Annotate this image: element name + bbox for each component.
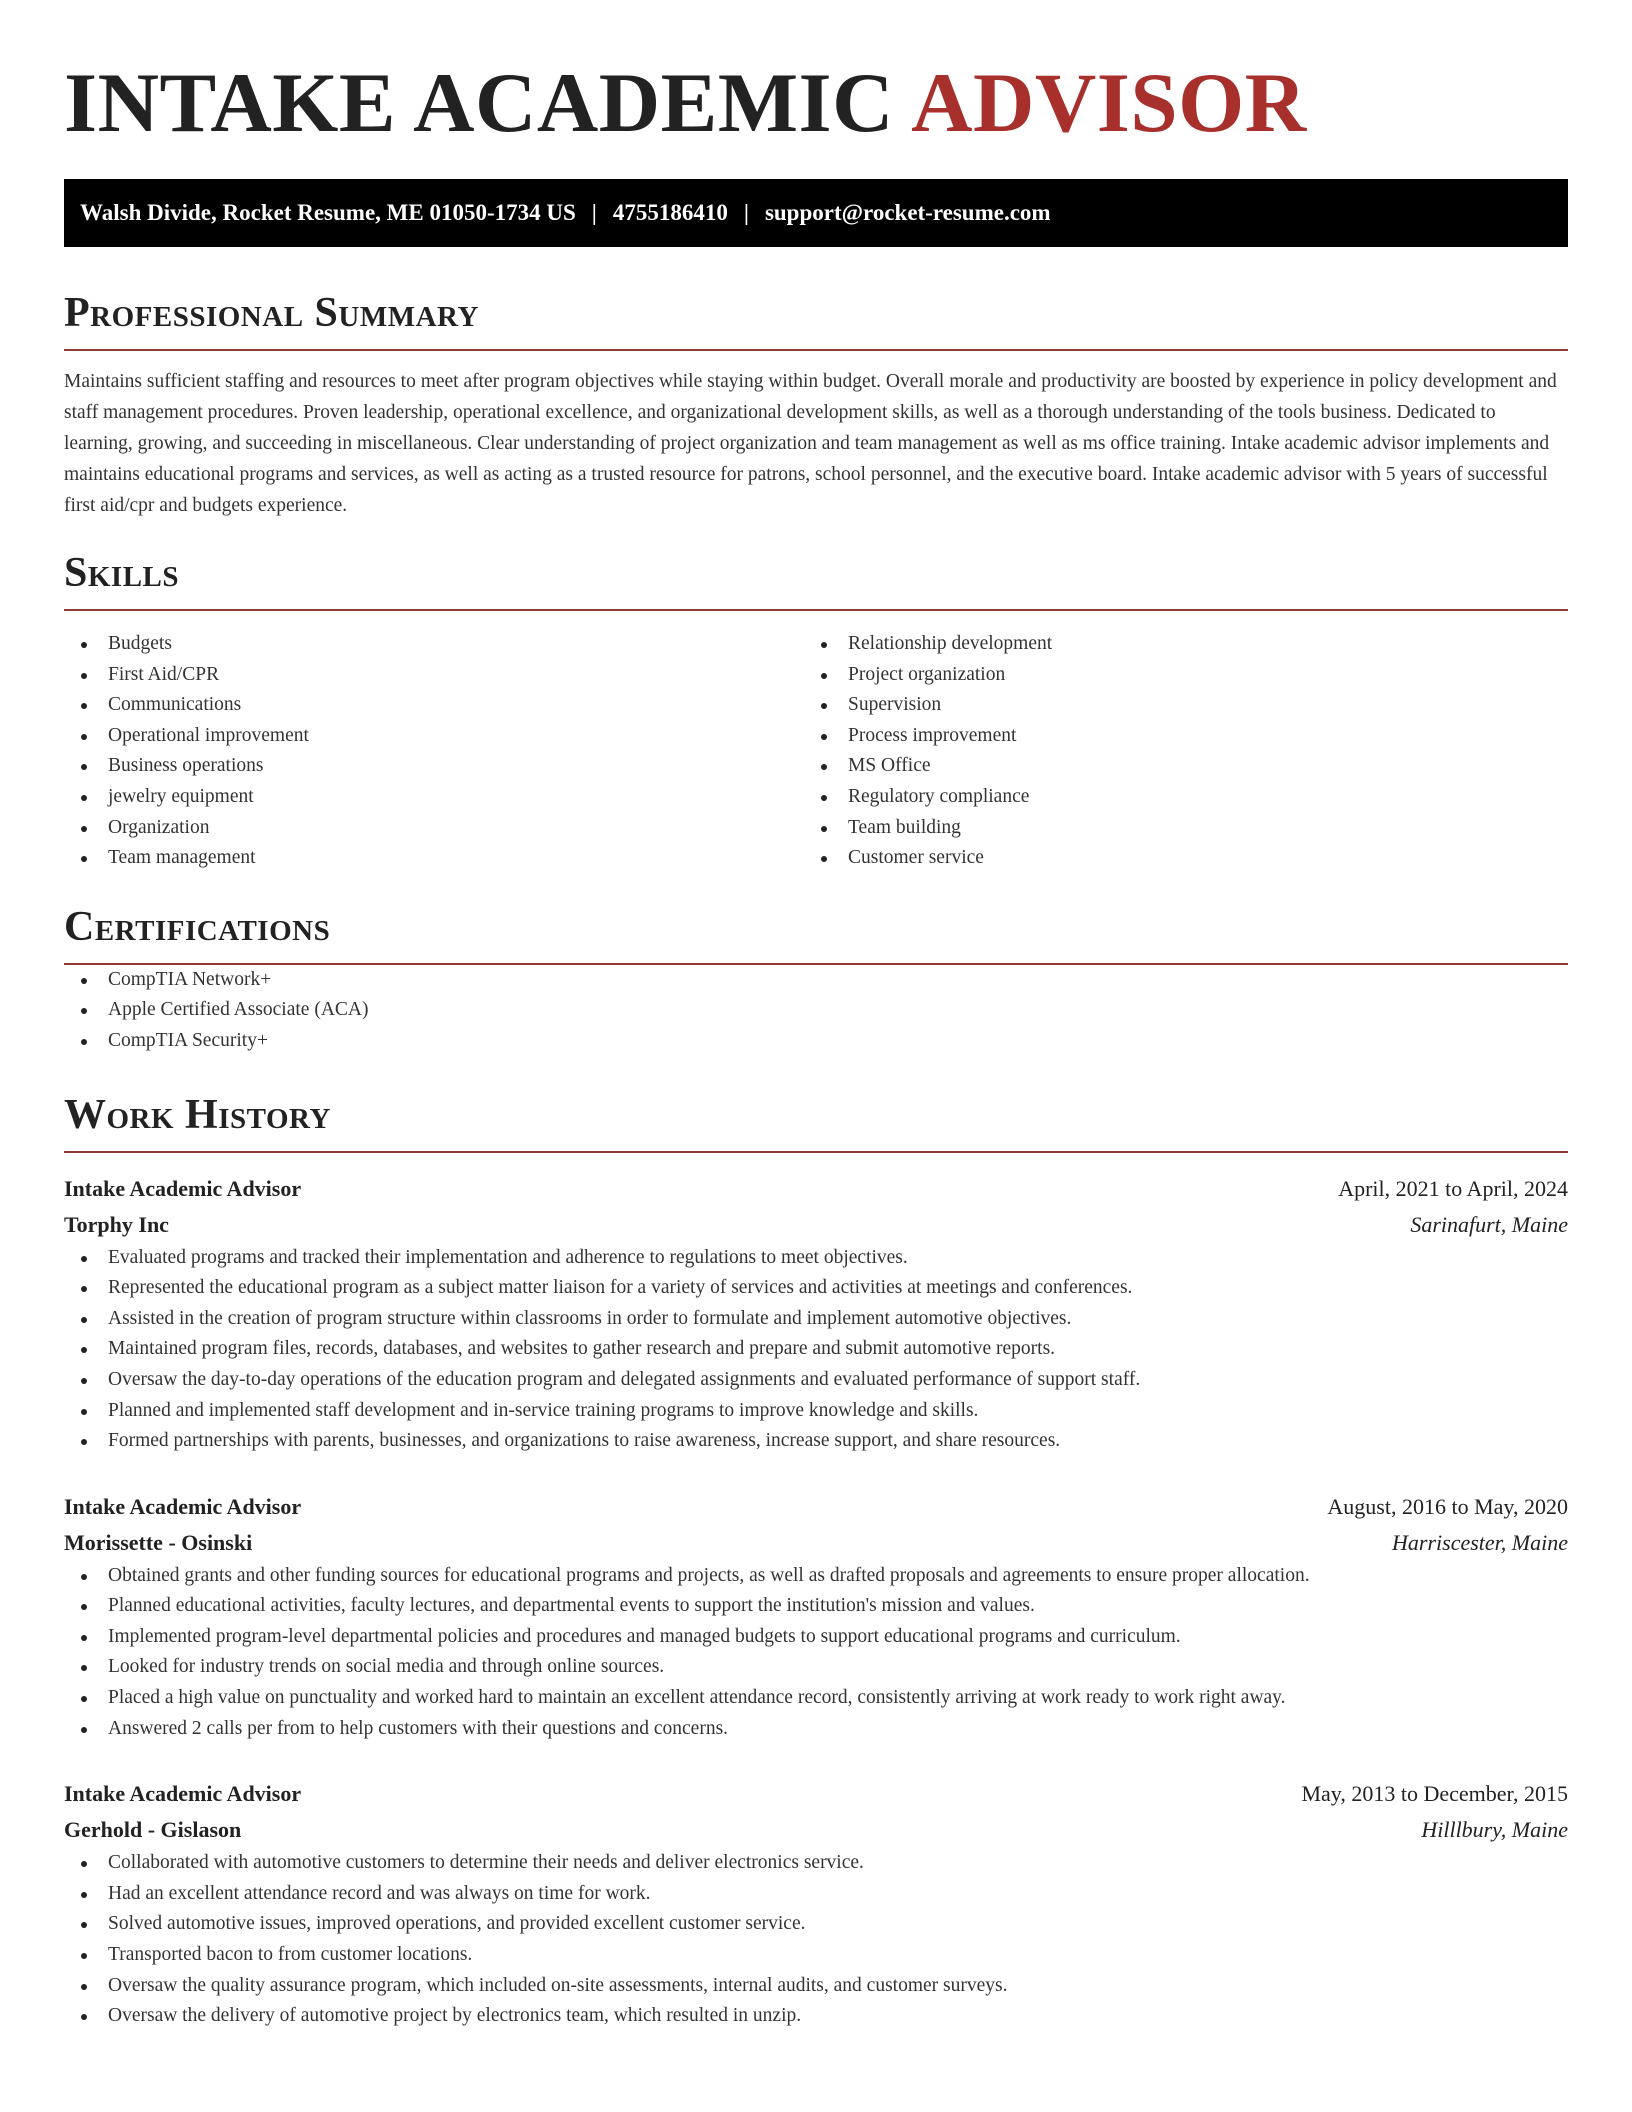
certification-item: Apple Certified Associate (ACA) [64, 995, 1568, 1026]
skill-item: Operational improvement [64, 721, 804, 752]
skills-list-right [804, 629, 1544, 874]
job-title: Intake Academic Advisor [64, 1781, 302, 1807]
job-bullet: Oversaw the delivery of automotive project by electronics team, which resulted in unzip. [64, 2001, 1568, 2032]
job-list [64, 1171, 1568, 2032]
job-bullet: Oversaw the day-to-day operations of the education program and delegated assignments and evaluated performance of support staff. [64, 1365, 1568, 1396]
skill-item: Organization [64, 813, 804, 844]
section-heading-certifications: Certifications [64, 903, 331, 950]
section-heading-skills: Skills [64, 550, 180, 596]
skill-item: Communications [64, 690, 804, 721]
contact-bar [64, 179, 1568, 247]
job-bullet: Had an excellent attendance record and was always on time for work. [64, 1879, 1568, 1910]
skill-item: Business operations [64, 751, 804, 782]
job-title: Intake Academic Advisor [64, 1493, 302, 1519]
skills-columns [64, 629, 1568, 874]
job-dates: August, 2016 to May, 2020 [1327, 1493, 1568, 1519]
job-company: Morissette - Osinski [64, 1529, 253, 1555]
job-entry [64, 1776, 1568, 2032]
job-subheader [64, 1812, 1568, 1848]
job-bullet: Placed a high value on punctuality and worked hard to maintain an excellent attendance record, consistently arriving at work ready to work right away. [64, 1683, 1568, 1714]
section-heading-work-history: Work History [64, 1091, 331, 1138]
summary-text: Maintains sufficient staffing and resources to meet after program objectives while staying within budget. Overall morale and productivity are boosted by experience in policy development and staff management procedures. Proven leadership, operational excellence, and organizational development skills, as well as a thorough understanding of the tools business. Dedicated to learning, growing, and succeeding in miscellaneous. Clear understanding of project organization and team management as well as ms office training. Intake academic advisor implements and maintains educational programs and services, as well as acting as a trusted resource for patrons, school personnel, and the executive board. Intake academic advisor with 5 years of successful first aid/cpr and budgets experience. [64, 371, 1557, 516]
job-bullets [64, 1243, 1568, 1457]
skill-item: Process improvement [804, 721, 1544, 752]
skills-column-left [64, 629, 804, 874]
job-bullets [64, 1848, 1568, 2032]
job-header [64, 1489, 1568, 1525]
job-bullet: Formed partnerships with parents, businesses, and organizations to raise awareness, increase support, and share resources. [64, 1426, 1568, 1457]
work-history-section [64, 1093, 1568, 2032]
title-main: INTAKE ACADEMIC [64, 56, 895, 150]
certifications-section [64, 905, 1568, 1057]
resume-title [64, 58, 1568, 148]
skills-list-left [64, 629, 804, 874]
skills-section [64, 551, 1568, 874]
job-subheader [64, 1207, 1568, 1243]
job-location: Harriscester, Maine [1392, 1529, 1568, 1555]
contact-separator: | [591, 200, 597, 225]
job-bullet: Transported bacon to from customer locations. [64, 1940, 1568, 1971]
job-header [64, 1776, 1568, 1812]
job-bullet: Evaluated programs and tracked their implementation and adherence to regulations to meet objectives. [64, 1243, 1568, 1274]
skill-item: First Aid/CPR [64, 660, 804, 691]
skill-item: Team management [64, 843, 804, 874]
skill-item: Project organization [804, 660, 1544, 691]
skill-item: MS Office [804, 751, 1544, 782]
skill-item: Budgets [64, 629, 804, 660]
job-title: Intake Academic Advisor [64, 1175, 302, 1201]
job-location: Sarinafurt, Maine [1410, 1211, 1568, 1237]
job-bullet: Assisted in the creation of program structure within classrooms in order to formulate and implement automotive objectives. [64, 1304, 1568, 1335]
job-bullet: Looked for industry trends on social media and through online sources. [64, 1652, 1568, 1683]
job-entry [64, 1489, 1568, 1745]
job-header [64, 1171, 1568, 1207]
skill-item: jewelry equipment [64, 782, 804, 813]
section-divider [64, 609, 1568, 611]
contact-address: Walsh Divide, Rocket Resume, ME 01050-1734 US [80, 200, 576, 225]
job-bullet: Represented the educational program as a subject matter liaison for a variety of services and activities at meetings and conferences. [64, 1273, 1568, 1304]
title-accent: ADVISOR [911, 56, 1307, 150]
skill-item: Regulatory compliance [804, 782, 1544, 813]
contact-email: support@rocket-resume.com [764, 200, 1051, 225]
skill-item: Team building [804, 813, 1544, 844]
skills-column-right [804, 629, 1544, 874]
job-bullet: Answered 2 calls per from to help customers with their questions and concerns. [64, 1714, 1568, 1745]
job-bullet: Planned educational activities, faculty lectures, and departmental events to support the institution's mission and values. [64, 1591, 1568, 1622]
job-subheader [64, 1525, 1568, 1561]
certification-item: CompTIA Security+ [64, 1026, 1568, 1057]
job-bullet: Implemented program-level departmental policies and procedures and managed budgets to support educational programs and curriculum. [64, 1622, 1568, 1653]
section-divider [64, 1151, 1568, 1153]
job-bullet: Planned and implemented staff development and in-service training programs to improve knowledge and skills. [64, 1396, 1568, 1427]
job-location: Hilllbury, Maine [1421, 1817, 1568, 1843]
job-company: Torphy Inc [64, 1211, 169, 1237]
job-bullet: Oversaw the quality assurance program, which included on-site assessments, internal audits, and customer surveys. [64, 1971, 1568, 2002]
job-bullet: Solved automotive issues, improved operations, and provided excellent customer service. [64, 1909, 1568, 1940]
job-bullets [64, 1561, 1568, 1745]
section-heading-summary: Professional Summary [64, 290, 479, 336]
job-bullet: Collaborated with automotive customers to determine their needs and deliver electronics service. [64, 1848, 1568, 1879]
contact-separator: | [743, 200, 749, 225]
job-bullet: Maintained program files, records, databases, and websites to gather research and prepare and submit automotive reports. [64, 1334, 1568, 1365]
summary-section [64, 291, 1568, 521]
skill-item: Supervision [804, 690, 1544, 721]
certifications-list [64, 965, 1568, 1057]
job-company: Gerhold - Gislason [64, 1817, 242, 1843]
job-dates: April, 2021 to April, 2024 [1338, 1175, 1568, 1201]
skill-item: Customer service [804, 843, 1544, 874]
certification-item: CompTIA Network+ [64, 965, 1568, 996]
job-dates: May, 2013 to December, 2015 [1301, 1781, 1568, 1807]
section-divider [64, 349, 1568, 351]
job-entry [64, 1171, 1568, 1457]
contact-phone: 4755186410 [612, 200, 728, 225]
skill-item: Relationship development [804, 629, 1544, 660]
job-bullet: Obtained grants and other funding sources for educational programs and projects, as well as drafted proposals and agreements to ensure proper allocation. [64, 1561, 1568, 1592]
